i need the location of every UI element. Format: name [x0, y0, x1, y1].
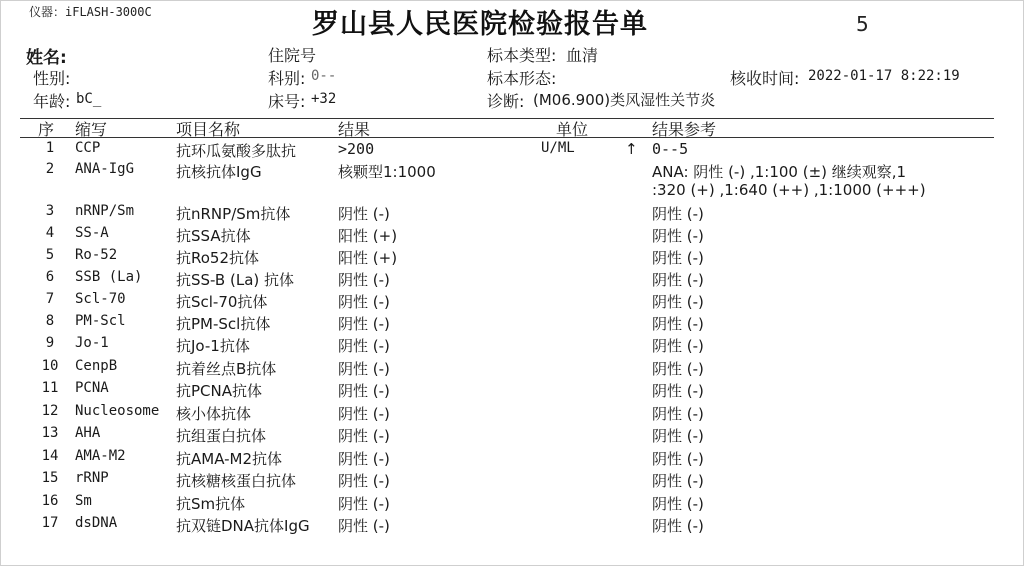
row-reference: 阴性 (-): [652, 427, 704, 445]
row-abbr: SS-A: [75, 225, 109, 241]
row-reference: 阴性 (-): [652, 205, 704, 223]
row-reference: 阴性 (-): [652, 405, 704, 423]
row-result: 阴性 (-): [338, 205, 390, 223]
row-reference: 阴性 (-): [652, 271, 704, 289]
row-name: 抗Ro52抗体: [176, 249, 260, 267]
row-name: 抗SSA抗体: [176, 227, 251, 245]
row-seq: 17: [41, 515, 59, 531]
age-label: 年龄:: [33, 92, 71, 111]
row-name: 抗PM-Scl抗体: [176, 315, 271, 333]
row-name: 抗环瓜氨酸多肽抗: [176, 142, 297, 160]
row-seq: 1: [45, 140, 55, 156]
receive-time-label: 核收时间:: [730, 69, 800, 88]
row-seq: 13: [41, 425, 59, 441]
bed-label: 床号:: [268, 92, 306, 111]
row-reference: ANA: 阴性 (-) ,1:100 (±) 继续观察,1: [652, 163, 907, 181]
row-seq: 12: [41, 403, 59, 419]
row-name: 抗Scl-70抗体: [176, 293, 268, 311]
row-seq: 10: [41, 358, 59, 374]
row-result: 阳性 (+): [338, 227, 398, 245]
row-abbr: PM-Scl: [75, 313, 126, 329]
instrument-label: 仪器：iFLASH-3000C: [29, 5, 152, 19]
bed-value: +32: [311, 91, 337, 107]
row-reference: 阴性 (-): [652, 227, 704, 245]
col-header-abbr: 缩写: [75, 120, 108, 139]
row-abbr: Ro-52: [75, 247, 118, 263]
row-reference: 阴性 (-): [652, 360, 704, 378]
row-result: 阴性 (-): [338, 337, 390, 355]
row-reference: 阴性 (-): [652, 337, 704, 355]
report-title: 罗山县人民医院检验报告单: [312, 9, 648, 40]
age-value: bC_: [76, 91, 102, 107]
row-seq: 4: [45, 225, 55, 241]
row-result: 阴性 (-): [338, 293, 390, 311]
col-header-reference: 结果参考: [652, 120, 717, 139]
row-result: 阴性 (-): [338, 315, 390, 333]
row-abbr: Jo-1: [75, 335, 109, 351]
row-name: 核小体抗体: [176, 405, 252, 423]
sample-type-label: 标本类型:: [487, 46, 557, 65]
row-abbr: SSB (La): [75, 269, 143, 285]
row-result: 阴性 (-): [338, 271, 390, 289]
row-reference: 阴性 (-): [652, 472, 704, 490]
row-seq: 9: [45, 335, 55, 351]
gender-label: 性别:: [33, 69, 71, 88]
row-result: 核颗型1:1000: [338, 163, 436, 181]
row-abbr: nRNP/Sm: [75, 203, 135, 219]
row-abbr: CCP: [75, 140, 101, 156]
row-seq: 3: [45, 203, 55, 219]
row-seq: 14: [41, 448, 59, 464]
header-bottom-rule: [20, 137, 994, 138]
row-abbr: dsDNA: [75, 515, 118, 531]
row-reference: 阴性 (-): [652, 315, 704, 333]
row-name: 抗PCNA抗体: [176, 382, 263, 400]
row-result: 阴性 (-): [338, 405, 390, 423]
row-unit: U/ML: [541, 140, 575, 156]
row-name: 抗SS-B (La) 抗体: [176, 271, 295, 289]
row-name: 抗着丝点B抗体: [176, 360, 277, 378]
sample-form-label: 标本形态:: [487, 69, 557, 88]
row-abbr: AMA-M2: [75, 448, 126, 464]
row-result: 阴性 (-): [338, 495, 390, 513]
col-header-name: 项目名称: [176, 120, 241, 139]
row-reference: 阴性 (-): [652, 517, 704, 535]
row-name: 抗nRNP/Sm抗体: [176, 205, 291, 223]
diagnosis-value: (M06.900)类风湿性关节炎: [533, 91, 716, 109]
row-name: 抗核糖核蛋白抗体: [176, 472, 297, 490]
row-reference: 阴性 (-): [652, 249, 704, 267]
row-result: 阴性 (-): [338, 427, 390, 445]
row-result: 阴性 (-): [338, 360, 390, 378]
header-top-rule: [20, 118, 994, 119]
row-name: 抗Jo-1抗体: [176, 337, 250, 355]
department-label: 科别:: [268, 69, 306, 88]
row-abbr: rRNP: [75, 470, 109, 486]
row-result: 阴性 (-): [338, 472, 390, 490]
receive-time-value: 2022-01-17 8:22:19: [808, 68, 960, 84]
row-abbr: ANA-IgG: [75, 161, 135, 177]
col-header-result: 结果: [338, 120, 371, 139]
row-high-flag: ↑: [625, 140, 638, 158]
row-result: 阴性 (-): [338, 450, 390, 468]
row-name: 抗组蛋白抗体: [176, 427, 267, 445]
row-seq: 6: [45, 269, 55, 285]
row-reference: 阴性 (-): [652, 495, 704, 513]
row-name: 抗AMA-M2抗体: [176, 450, 283, 468]
row-seq: 11: [41, 380, 59, 396]
page-number: 5: [856, 12, 869, 36]
row-result: 阳性 (+): [338, 249, 398, 267]
row-name: 抗Sm抗体: [176, 495, 246, 513]
row-reference: 阴性 (-): [652, 293, 704, 311]
sample-type-value: 血清: [566, 46, 599, 65]
row-reference: 阴性 (-): [652, 382, 704, 400]
diagnosis-label: 诊断:: [487, 92, 525, 111]
row-seq: 8: [45, 313, 55, 329]
row-name: 抗核抗体IgG: [176, 163, 262, 181]
row-abbr: Sm: [75, 493, 92, 509]
row-seq: 7: [45, 291, 55, 307]
department-value: 0--: [311, 68, 337, 84]
row-reference-continued: :320 (+) ,1:640 (++) ,1:1000 (+++): [652, 181, 926, 199]
row-reference: 0--5: [652, 140, 689, 158]
row-seq: 15: [41, 470, 59, 486]
col-header-unit: 单位: [556, 120, 589, 139]
row-abbr: Nucleosome: [75, 403, 160, 419]
row-seq: 16: [41, 493, 59, 509]
name-label: 姓名:: [26, 48, 67, 68]
row-reference: 阴性 (-): [652, 450, 704, 468]
row-result: >200: [338, 140, 375, 158]
row-abbr: CenpB: [75, 358, 118, 374]
admission-no-label: 住院号: [268, 46, 317, 65]
row-name: 抗双链DNA抗体IgG: [176, 517, 310, 535]
row-result: 阴性 (-): [338, 382, 390, 400]
row-abbr: PCNA: [75, 380, 109, 396]
row-result: 阴性 (-): [338, 517, 390, 535]
col-header-seq: 序: [38, 120, 55, 139]
row-seq: 2: [45, 161, 55, 177]
row-seq: 5: [45, 247, 55, 263]
row-abbr: AHA: [75, 425, 101, 441]
row-abbr: Scl-70: [75, 291, 126, 307]
